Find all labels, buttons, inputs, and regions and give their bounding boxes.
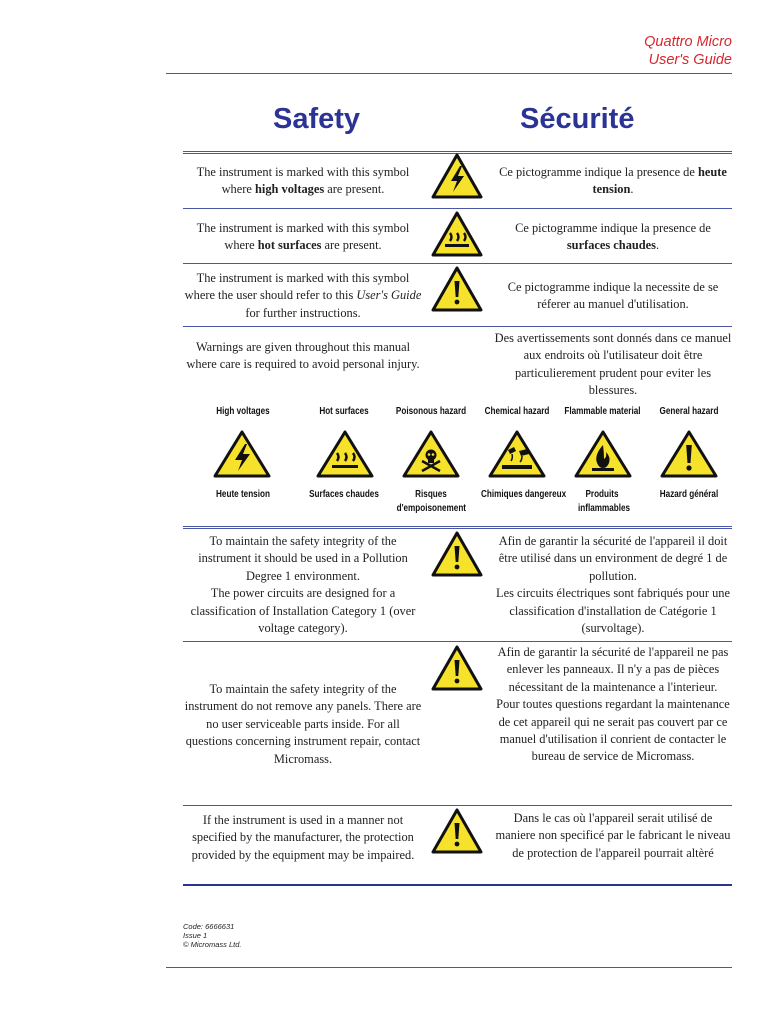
header-rule: [166, 73, 732, 74]
high-voltage-icon: [431, 153, 483, 199]
hazard-label-fr: Produits inflammables: [578, 489, 631, 514]
chemical-icon: [488, 430, 546, 478]
hot-surface-icon: [316, 430, 374, 478]
no-panels-en: To maintain the safety integrity of the instrument do not remove any panels. There are no user serviceable parts inside. For all questions concerning instrument repair, contact Micromass.: [184, 682, 422, 766]
warnings-en: Warnings are given throughout this manual where care is required to avoid personal injury.: [186, 340, 420, 372]
poison-icon: [402, 430, 460, 478]
hazard-label-en: High voltages: [216, 406, 270, 417]
general-hazard-icon: [431, 645, 483, 691]
hazard-label-en: General hazard: [659, 406, 719, 417]
hazard-label-en: Flammable material: [564, 406, 641, 417]
hazard-label-fr: Risques d'empoisonement: [396, 489, 467, 514]
table-section-rule: [183, 526, 732, 529]
row-divider: [183, 641, 732, 642]
hazard-label-fr: Hazard général: [659, 489, 719, 500]
pollution-degree-en: To maintain the safety integrity of the instrument it should be used in a Pollution Degree 1 environment. The power circuits are designed for a classification of Installation Category 1 (over voltage category).: [190, 534, 416, 636]
hazard-label-en: Chemical hazard: [484, 406, 550, 417]
row-high-voltage-en: The instrument is marked with this symbol where high voltages are present.: [196, 165, 410, 197]
general-hazard-icon: [431, 531, 483, 577]
hazard-label-en: Poisonous hazard: [395, 406, 467, 417]
footer-code: Code: 6666631: [183, 922, 235, 931]
footer-info: [183, 922, 241, 949]
running-header: [644, 33, 732, 69]
general-hazard-icon: [431, 266, 483, 312]
row-divider: [183, 326, 732, 327]
title-securite: Sécurité: [520, 103, 635, 135]
row-high-voltage-fr: Ce pictogramme indique la presence de heute tension.: [499, 165, 727, 197]
row-divider: [183, 805, 732, 806]
no-panels-fr: Afin de garantir la sécurité de l'appareil ne pas enlever les panneaux. Il n'y a pas de pièces nécessitant de la maintenance a l'interieur. Pour toutes questions regardant la maintenance de cet appareil qui ne serait pas couvert par ce manuel d'utilisation il conrient de contacter le bureau de service de Micromass.: [496, 645, 730, 764]
misuse-fr: Dans le cas où l'appareil serait utilisé de maniere non specificé par le fabricant le niveau de protection de l'appareil pourrait altèré: [495, 811, 731, 860]
flammable-icon: [574, 430, 632, 478]
header-product: Quattro Micro: [644, 34, 732, 50]
hazard-label-en: Hot surfaces: [319, 406, 369, 417]
hazard-label-fr: Chimiques dangereux: [481, 489, 567, 500]
footer-issue: Issue 1: [183, 931, 208, 940]
row-hot-surface-fr: Ce pictogramme indique la presence de surfaces chaudes.: [515, 221, 711, 253]
pollution-degree-fr: Afin de garantir la sécurité de l'appareil il doit être utilisé dans un environment de degré 1 de pollution. Les circuits électriques sont fabriqués pour une classification d'installation de Catégorie 1 (survoltage).: [496, 534, 730, 636]
general-hazard-icon: [660, 430, 718, 478]
warnings-fr: Des avertissements sont donnés dans ce manuel aux endroits où l'utilisateur doit être particulierement prudent pour eviter les blessures.: [494, 331, 732, 398]
hot-surface-icon: [431, 211, 483, 257]
row-divider: [183, 208, 732, 209]
misuse-en: If the instrument is used in a manner not specified by the manufacturer, the protection provided by the equipment may be impaired.: [191, 813, 415, 862]
table-bottom-rule: [183, 884, 732, 886]
header-guide: User's Guide: [648, 52, 732, 68]
row-refer-guide-en: The instrument is marked with this symbol where the user should refer to this User's Guide for further instructions.: [184, 271, 422, 320]
title-safety: Safety: [273, 103, 361, 135]
footer-rule: [166, 967, 732, 968]
general-hazard-icon: [431, 808, 483, 854]
row-hot-surface-en: The instrument is marked with this symbol where hot surfaces are present.: [196, 221, 410, 253]
hazard-label-fr: Surfaces chaudes: [309, 489, 379, 500]
row-divider: [183, 263, 732, 264]
hazard-label-fr: Heute tension: [216, 489, 270, 500]
row-refer-guide-fr: Ce pictogramme indique la necessite de se réferer au manuel d'utilisation.: [507, 280, 719, 312]
high-voltage-icon: [213, 430, 271, 478]
footer-copyright: © Micromass Ltd.: [183, 940, 242, 949]
